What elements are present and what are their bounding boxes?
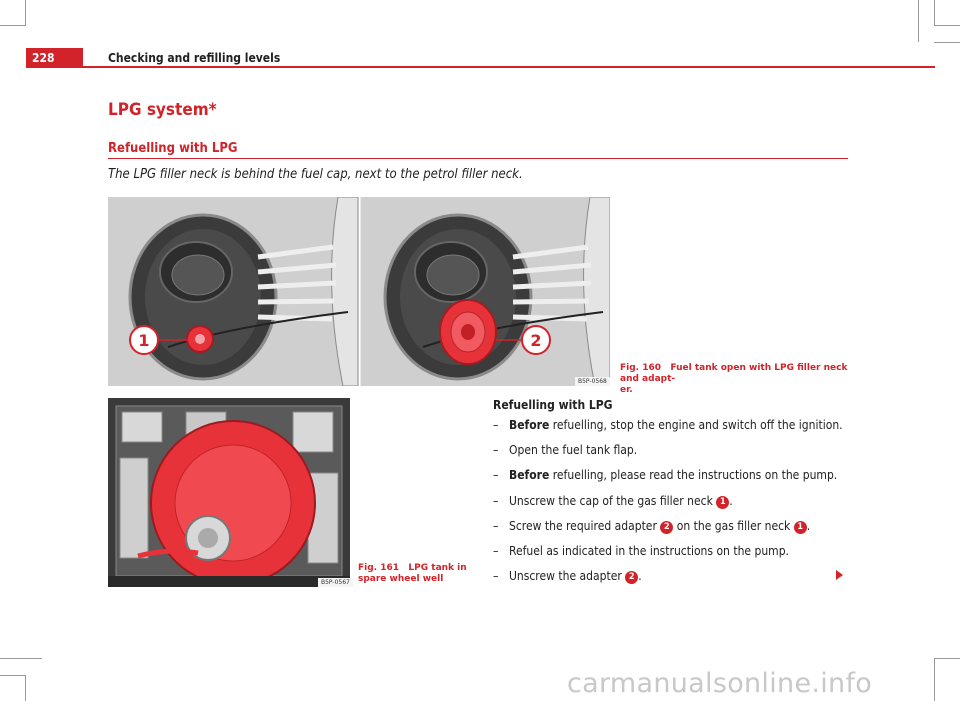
step-dash: – [493,569,499,583]
step-dash: – [493,443,499,457]
step-text: refuelling, please read the instructions on the pump. [549,468,838,482]
crop-mark [25,675,26,701]
crop-mark [934,658,960,659]
procedure-step [493,544,789,558]
subsection-rule [108,158,848,159]
intro-text: The LPG filler neck is behind the fuel cap, next to the petrol filler neck. [108,167,523,182]
callout-ref: 1 [716,496,729,509]
watermark-text: carmanualsonline.info [567,668,873,699]
step-dash: – [493,494,499,508]
fuel-flap-right-illustration [361,197,610,386]
callout-2-marker: 2 [530,331,542,350]
step-text: Refuel as indicated in the instructions on the pump. [509,544,789,558]
step-text: Unscrew the adapter [509,569,626,583]
crop-mark [918,0,919,42]
page-number: 228 [32,51,55,65]
step-text: . [729,494,733,508]
figure-161-caption-line1: LPG tank in [408,563,467,573]
procedure-step [493,443,637,457]
procedure-step [493,468,837,482]
figure-160-caption-line2: er. [620,385,633,395]
crop-mark [934,658,935,701]
figure-161-caption [358,563,478,585]
figure-160-label: Fig. 160 [620,363,662,373]
procedure-step [493,519,810,534]
continued-arrow-icon [836,570,843,580]
crop-mark [934,25,960,26]
step-bold: Before [509,418,550,432]
step-text: on the gas filler neck [673,519,794,533]
crop-mark [25,0,26,26]
procedure-title: Refuelling with LPG [493,398,613,412]
step-dash: – [493,519,499,533]
crop-mark [0,25,26,26]
step-text: Open the fuel tank flap. [509,443,638,457]
figure-161-label: Fig. 161 [358,563,400,573]
crop-mark [0,658,42,659]
crop-mark [934,0,935,26]
step-text: . [806,519,811,533]
figure-160-caption-line1: Fuel tank open with LPG filler neck and adapt- [620,363,848,384]
step-dash: – [493,544,499,558]
step-dash: – [493,468,499,482]
running-header-title: Checking and refilling levels [108,51,281,65]
figure-160-image [108,197,610,386]
step-text: Unscrew the cap of the gas filler neck [509,494,717,508]
subsection-title: Refuelling with LPG [108,141,238,156]
step-text: . [638,569,642,583]
step-text: Screw the required adapter [509,519,661,533]
figure-161-code: B5P-0567 [318,578,353,587]
figure-160-caption [620,363,850,396]
step-dash: – [493,418,499,432]
crop-mark [934,42,960,43]
callout-1-marker: 1 [138,331,150,350]
procedure-step [493,494,733,509]
step-bold: Before [509,468,550,482]
step-text: refuelling, stop the engine and switch off the ignition. [549,418,843,432]
callout-ref: 2 [625,571,638,584]
crop-mark [0,675,26,676]
figure-161-caption-line2: spare wheel well [358,574,444,584]
callout-ref: 1 [794,521,807,534]
procedure-step [493,569,642,584]
callout-ref: 2 [660,521,673,534]
fuel-flap-left-illustration [108,197,358,386]
section-title: LPG system* [108,100,217,120]
header-rule [83,66,935,68]
figure-161-image [108,398,350,587]
figure-160-code: B5P-0568 [575,377,610,386]
procedure-step [493,418,843,432]
